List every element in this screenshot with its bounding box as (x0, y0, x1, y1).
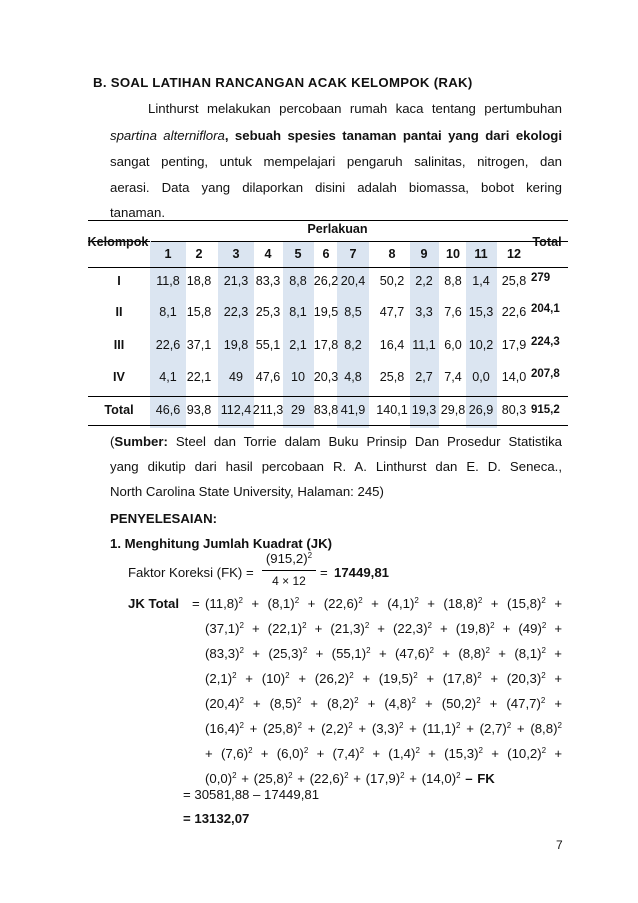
total-cell: 19,3 (411, 403, 437, 417)
total-cell: 80,3 (501, 403, 527, 417)
squared-value: 2,7 (484, 721, 503, 736)
plus-sign: + (554, 696, 563, 711)
plus-sign: + (251, 596, 260, 611)
squared-value: 49 (522, 621, 538, 636)
squared-term: $(2,7)^2$ (479, 721, 512, 736)
plus-sign: + (252, 696, 261, 711)
squared-value: 25,8 (267, 721, 294, 736)
plus-sign: + (554, 671, 563, 686)
plus-sign: + (491, 746, 499, 761)
squared-value: 83,3 (209, 646, 236, 661)
table-cell: 10 (290, 370, 305, 384)
squared-value: 8,2 (331, 696, 350, 711)
table-cell: 2,2 (415, 274, 433, 288)
squared-term: $(37,1)^2$ (205, 621, 244, 636)
squared-term: $(17,9)^2$ (365, 771, 405, 786)
table-cell: 22,6 (501, 305, 527, 319)
squared-value: 8,1 (271, 596, 291, 611)
squared-term: $(25,8)^2$ (263, 721, 302, 736)
squared-term: $(7,6)^2$ (220, 746, 253, 761)
squared-term: $(25,3)^2$ (268, 646, 308, 661)
table-cell: 8,1 (159, 305, 177, 319)
plus-sign: + (353, 771, 361, 786)
table-cell: 22,1 (186, 370, 212, 384)
perlakuan-rule (151, 241, 525, 242)
treatment-header: 11 (474, 247, 488, 261)
squared-value: 20,3 (511, 671, 537, 686)
squared-term: $(22,6)^2$ (309, 771, 349, 786)
plus-sign: + (260, 746, 269, 761)
squared-term: $(22,1)^2$ (267, 621, 307, 636)
total-cell: 29 (290, 403, 305, 417)
total-row-top-rule (88, 396, 568, 397)
plus-sign: + (554, 746, 563, 761)
squared-value: 10,2 (511, 746, 538, 761)
plus-sign: + (310, 696, 318, 711)
squared-value: 22,3 (397, 621, 424, 636)
plus-sign: + (490, 671, 499, 686)
squared-term: $(14,0)^2$ (421, 771, 461, 786)
table-cell: 19,5 (313, 305, 339, 319)
fraction-bar (262, 570, 316, 571)
table-cell: 3,3 (415, 305, 433, 319)
squared-term: $(3,3)^2$ (371, 721, 404, 736)
squared-value: 15,3 (448, 746, 475, 761)
squared-value: 2,2 (325, 721, 344, 736)
perlakuan-header: Perlakuan (307, 222, 368, 236)
page-number: 7 (556, 838, 563, 852)
table-cell: 15,3 (468, 305, 494, 319)
section-heading: B. SOAL LATIHAN RANCANGAN ACAK KELOMPOK (RAK) (93, 75, 473, 90)
squared-term: $(2,2)^2$ (321, 721, 353, 736)
shade-column (337, 241, 369, 428)
row-total: 204,1 (531, 303, 560, 315)
table-cell: 7,4 (444, 370, 462, 384)
table-cell: 16,4 (379, 338, 405, 352)
treatment-header: 2 (195, 247, 203, 261)
treatment-header: 9 (420, 247, 428, 261)
squared-term: $(20,3)^2$ (506, 671, 546, 686)
plus-sign: + (439, 621, 448, 636)
squared-term: $(8,1)^2$ (267, 596, 300, 611)
squared-term: $(26,2)^2$ (314, 671, 354, 686)
shade-column (410, 241, 439, 428)
table-cell: 22,6 (155, 338, 181, 352)
plus-sign: + (252, 646, 260, 661)
squares-line (205, 746, 562, 761)
fk-result: 17449,81 (334, 565, 390, 580)
squared-value: 4,1 (391, 596, 410, 611)
plus-sign: + (314, 621, 323, 636)
table-cell: 26,2 (313, 274, 339, 288)
shade-column (218, 241, 254, 428)
squared-value: 10 (266, 671, 281, 686)
squared-term: $(83,3)^2$ (205, 646, 244, 661)
step-1-heading: 1. Menghitung Jumlah Kuadrat (JK) (110, 536, 332, 551)
source-line-1 (110, 434, 562, 449)
table-cell: 37,1 (186, 338, 212, 352)
species-name: spartina alterniflora (110, 128, 225, 143)
squares-line (205, 621, 562, 636)
squared-value: 22,6 (328, 596, 354, 611)
squared-term: $(49)^2$ (518, 621, 547, 636)
plus-sign: + (466, 721, 474, 736)
row-total: 279 (531, 272, 551, 284)
plus-sign: + (372, 746, 381, 761)
total-cell: 93,8 (186, 403, 212, 417)
table-cell: 8,8 (444, 274, 462, 288)
treatment-header: 6 (322, 247, 330, 261)
total-cell: 211,3 (252, 403, 284, 417)
treatment-header: 4 (264, 247, 272, 261)
squared-value: 4,8 (388, 696, 408, 711)
squared-term: $(15,8)^2$ (506, 596, 546, 611)
total-header: Total (532, 235, 562, 249)
squared-value: 25,8 (258, 771, 284, 786)
squared-term: $(18,8)^2$ (443, 596, 483, 611)
squared-term: $(19,8)^2$ (455, 621, 495, 636)
squared-term: $(8,5)^2$ (269, 696, 302, 711)
squared-term: $(2,1)^2$ (205, 671, 237, 686)
squared-value: 50,2 (446, 696, 472, 711)
squared-term: $(22,6)^2$ (323, 596, 363, 611)
plus-sign: + (426, 671, 435, 686)
shade-column (283, 241, 314, 428)
table-cell: 15,8 (186, 305, 212, 319)
plus-sign: + (516, 721, 525, 736)
table-cell: 47,7 (379, 305, 405, 319)
plus-sign: + (307, 596, 316, 611)
table-cell: 11,8 (156, 274, 180, 288)
squared-term: $(8,1)^2$ (514, 646, 546, 661)
squared-value: 22,1 (272, 621, 298, 636)
table-cell: 1,4 (472, 274, 490, 288)
squared-term: $(21,3)^2$ (330, 621, 370, 636)
plus-sign: + (249, 721, 258, 736)
fk-numerator-base: (915,2) (265, 551, 308, 566)
shade-column (466, 241, 497, 428)
row-label: II (115, 305, 123, 319)
squared-value: 17,8 (447, 671, 473, 686)
source-open: ( (110, 434, 115, 449)
table-cell: 47,6 (255, 370, 281, 384)
table-cell: 2,1 (289, 338, 307, 352)
intro-line-4: aerasi. Data yang dilaporkan disini adalah biomassa, bobot kering (110, 180, 562, 195)
squared-value: 11,8 (209, 596, 235, 611)
row-total: 224,3 (531, 336, 560, 348)
treatment-header: 12 (506, 247, 521, 261)
squares-line (205, 646, 562, 661)
plus-sign: + (362, 671, 371, 686)
table-cell: 19,8 (223, 338, 249, 352)
table-cell: 49 (228, 370, 243, 384)
table-cell: 8,1 (289, 305, 307, 319)
plus-sign: + (424, 696, 433, 711)
plus-sign: + (409, 771, 417, 786)
squared-term: $(8,2)^2$ (327, 696, 359, 711)
squared-term: $(22,3)^2$ (393, 621, 432, 636)
squared-term: $(47,6)^2$ (394, 646, 434, 661)
plus-sign: + (315, 646, 324, 661)
squared-value: 2,1 (209, 671, 228, 686)
fk-numerator (262, 551, 316, 566)
table-cell: 8,5 (344, 305, 362, 319)
squares-line (205, 696, 562, 711)
treatment-header: 3 (232, 247, 240, 261)
squared-value: 0,0 (209, 771, 228, 786)
total-cell: 46,6 (155, 403, 181, 417)
minus-fk: – FK (465, 771, 495, 786)
squared-value: 1,4 (392, 746, 412, 761)
squared-value: 25,3 (272, 646, 299, 661)
row-label: IV (113, 370, 125, 384)
table-cell: 20,3 (313, 370, 339, 384)
squared-term: $(0,0)^2$ (205, 771, 237, 786)
table-cell: 25,8 (501, 274, 527, 288)
squares-line (205, 771, 562, 786)
squared-value: 17,9 (370, 771, 396, 786)
intro-line-1: Linthurst melakukan percobaan rumah kaca tentang pertumbuhan (148, 101, 562, 116)
table-bottom-rule (88, 425, 568, 426)
squared-value: 22,6 (314, 771, 340, 786)
squared-value: 8,5 (274, 696, 293, 711)
plus-sign: + (502, 621, 511, 636)
row-total: 207,8 (531, 368, 560, 380)
table-cell: 4,1 (159, 370, 177, 384)
squared-term: $(50,2)^2$ (441, 696, 481, 711)
source-text-1: Steel dan Torrie dalam Buku Prinsip Dan Prosedur Statistika (167, 434, 562, 449)
fk-numerator-exp: 2 (307, 551, 313, 560)
grand-total: 915,2 (531, 404, 560, 416)
table-cell: 10,2 (468, 338, 494, 352)
table-cell: 2,7 (415, 370, 433, 384)
squares-line (205, 671, 562, 686)
table-cell: 8,8 (289, 274, 307, 288)
squared-value: 11,1 (426, 721, 452, 736)
table-top-rule (88, 220, 568, 221)
plus-sign: + (245, 671, 253, 686)
squared-term: $(4,8)^2$ (384, 696, 416, 711)
table-cell: 50,2 (379, 274, 405, 288)
plus-sign: + (490, 596, 499, 611)
row-label: III (113, 338, 125, 352)
squared-value: 37,1 (209, 621, 236, 636)
intro-line-5: tanaman. (110, 205, 165, 220)
table-cell: 8,2 (344, 338, 362, 352)
squared-term: $(1,4)^2$ (388, 746, 420, 761)
squared-term: $(8,8)^2$ (458, 646, 490, 661)
calc-result: = 13132,07 (183, 811, 250, 826)
squared-value: 47,7 (510, 696, 537, 711)
table-cell: 22,3 (223, 305, 249, 319)
plus-sign: + (251, 621, 260, 636)
source-line-3: North Carolina State University, Halaman: 245) (110, 484, 384, 499)
squared-term: $(8,8)^2$ (530, 721, 562, 736)
plus-sign: + (427, 596, 435, 611)
table-cell: 14,0 (501, 370, 527, 384)
squared-term: $(20,4)^2$ (205, 696, 244, 711)
squared-term: $(11,1)^2$ (422, 721, 461, 736)
plus-sign: + (554, 646, 562, 661)
fk-label: Faktor Koreksi (FK) = (128, 565, 254, 580)
source-line-2: yang dikutip dari hasil percobaan R. A. Linthurst dan E. D. Seneca., (110, 459, 562, 474)
table-cell: 18,8 (186, 274, 212, 288)
table-cell: 17,9 (501, 338, 527, 352)
table-cell: 25,3 (255, 305, 281, 319)
plus-sign: + (428, 746, 436, 761)
squared-term: $(17,8)^2$ (442, 671, 482, 686)
squared-term: $(15,3)^2$ (444, 746, 483, 761)
solution-title: PENYELESAIAN: (110, 511, 217, 526)
plus-sign: + (498, 646, 506, 661)
table-cell: 7,6 (444, 305, 462, 319)
fk-equals: = (320, 565, 328, 580)
squared-value: 21,3 (334, 621, 361, 636)
plus-sign: + (307, 721, 316, 736)
plus-sign: + (377, 621, 385, 636)
total-cell: 83,8 (313, 403, 339, 417)
plus-sign: + (554, 596, 563, 611)
squared-term: $(6,0)^2$ (276, 746, 309, 761)
squared-term: $(25,8)^2$ (253, 771, 293, 786)
kelompok-header: Kelompok (87, 235, 149, 249)
squared-value: 15,8 (511, 596, 538, 611)
squared-term: $(11,8)^2$ (205, 596, 243, 611)
squared-term: $(16,4)^2$ (205, 721, 244, 736)
treatment-header: 10 (445, 247, 460, 261)
treatment-header: 7 (349, 247, 357, 261)
plus-sign: + (297, 771, 305, 786)
total-cell: 140,1 (376, 403, 408, 417)
squared-term: $(19,5)^2$ (378, 671, 418, 686)
plus-sign: + (298, 671, 307, 686)
squared-value: 19,8 (460, 621, 486, 636)
squared-value: 26,2 (319, 671, 345, 686)
source-label: Sumber: (114, 434, 168, 449)
squared-value: 8,8 (534, 721, 554, 736)
plus-sign: + (409, 721, 417, 736)
squared-value: 18,8 (447, 596, 474, 611)
jk-total-equals: = (192, 596, 200, 611)
squared-value: 16,4 (209, 721, 236, 736)
squared-term: $(4,1)^2$ (387, 596, 419, 611)
jk-total-label: JK Total (128, 596, 180, 611)
squares-line (205, 596, 562, 611)
table-cell: 21,3 (223, 274, 249, 288)
squared-value: 7,4 (336, 746, 356, 761)
intro-line-2-rest: , sebuah spesies tanaman pantai yang dari ekologi (224, 128, 562, 143)
squared-term: $(7,4)^2$ (332, 746, 365, 761)
squared-value: 8,1 (518, 646, 538, 661)
total-cell: 41,9 (340, 403, 366, 417)
plus-sign: + (371, 596, 379, 611)
table-cell: 17,8 (313, 338, 339, 352)
plus-sign: + (442, 646, 450, 661)
table-cell: 11,1 (412, 338, 436, 352)
plus-sign: + (378, 646, 387, 661)
squared-value: 6,0 (281, 746, 300, 761)
total-cell: 29,8 (440, 403, 466, 417)
intro-line-2 (110, 126, 562, 146)
squares-line (205, 721, 562, 736)
squared-value: 3,3 (376, 721, 395, 736)
plus-sign: + (316, 746, 325, 761)
total-cell: 26,9 (468, 403, 494, 417)
intro-line-3: sangat penting, untuk mempelajari pengaruh salinitas, nitrogen, dan (110, 154, 562, 169)
squared-term: $(55,1)^2$ (331, 646, 371, 661)
squared-value: 19,5 (383, 671, 409, 686)
total-row-label: Total (104, 403, 134, 417)
plus-sign: + (241, 771, 249, 786)
plus-sign: + (358, 721, 367, 736)
fk-denominator: 4 × 12 (272, 574, 306, 588)
squared-value: 20,4 (209, 696, 236, 711)
calc-line-1: = 30581,88 – 17449,81 (183, 787, 320, 802)
shade-column (150, 241, 186, 428)
plus-sign: + (205, 746, 213, 761)
squared-value: 55,1 (336, 646, 362, 661)
plus-sign: + (489, 696, 498, 711)
treatment-header: 5 (294, 247, 302, 261)
header-bottom-rule (88, 267, 568, 268)
table-cell: 0,0 (472, 370, 490, 384)
squared-value: 8,8 (462, 646, 482, 661)
squared-value: 7,6 (225, 746, 244, 761)
row-label: I (117, 274, 121, 288)
treatment-header: 8 (388, 247, 396, 261)
plus-sign: + (367, 696, 376, 711)
table-cell: 25,8 (379, 370, 405, 384)
table-cell: 4,8 (344, 370, 362, 384)
squared-value: 47,6 (399, 646, 426, 661)
table-cell: 20,4 (340, 274, 366, 288)
squared-term: $(47,7)^2$ (506, 696, 546, 711)
total-cell: 112,4 (220, 403, 252, 417)
table-cell: 83,3 (255, 274, 281, 288)
squared-term: $(10,2)^2$ (507, 746, 547, 761)
treatment-header: 1 (164, 247, 172, 261)
squared-value: 14,0 (426, 771, 452, 786)
table-cell: 55,1 (255, 338, 281, 352)
squared-term: $(10)^2$ (261, 671, 290, 686)
plus-sign: + (554, 621, 563, 636)
table-cell: 6,0 (444, 338, 462, 352)
